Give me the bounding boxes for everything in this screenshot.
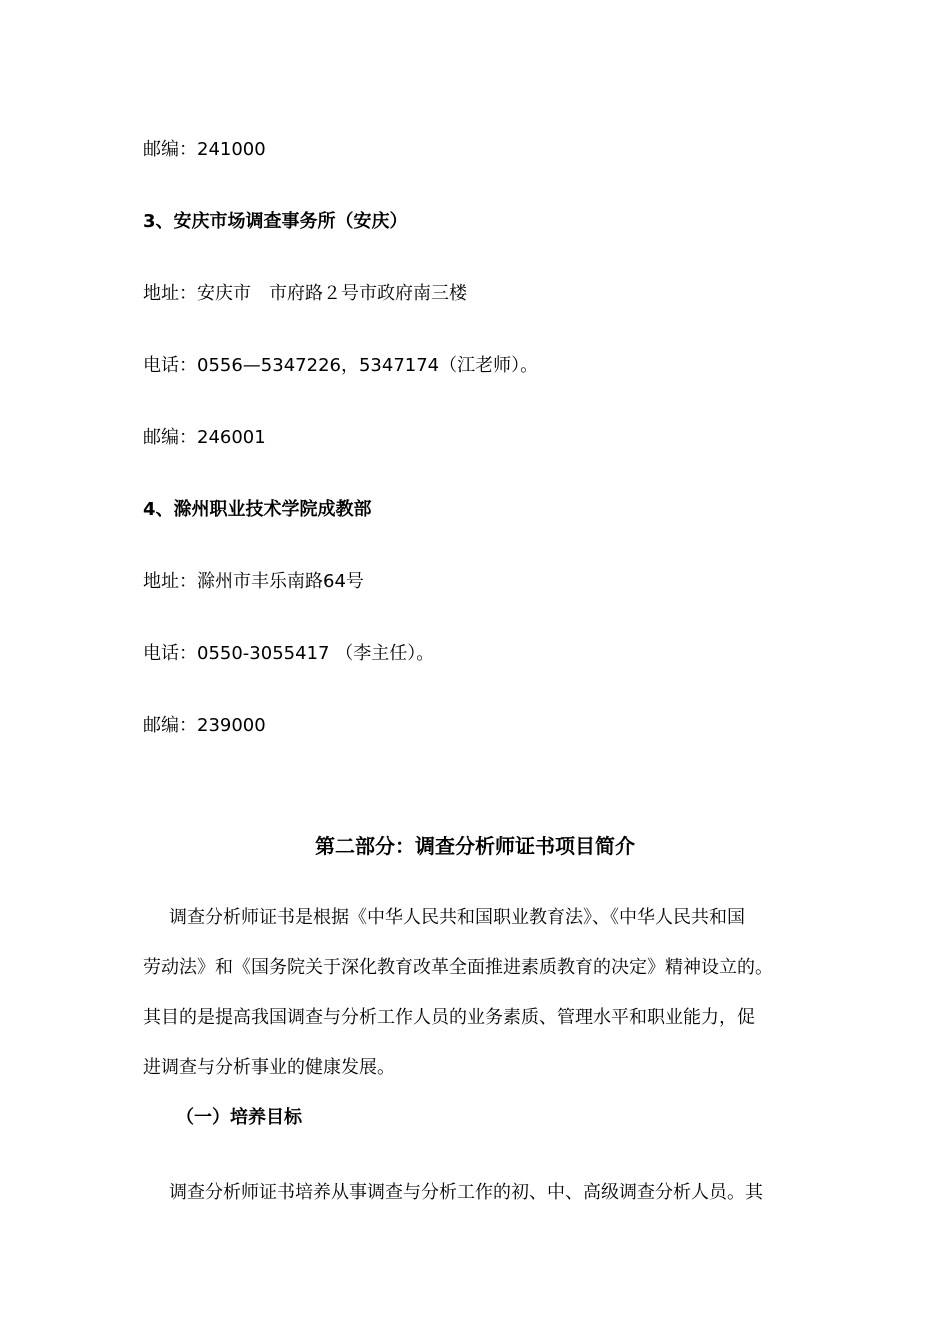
part-2-heading: 第二部分：调查分析师证书项目简介 <box>315 834 635 858</box>
section-3-phone: 电话：0556—5347226，5347174（江老师）。 <box>143 355 539 376</box>
section-4-phone: 电话：0550-3055417 （李主任）。 <box>143 643 435 664</box>
intro-line-4: 进调查与分析事业的健康发展。 <box>143 1057 395 1078</box>
intro-line-2: 劳动法》和《国务院关于深化教育改革全面推进素质教育的决定》精神设立的。 <box>143 957 773 978</box>
section-4-address: 地址：滁州市丰乐南路64号 <box>143 571 364 592</box>
goal-line-1: 调查分析师证书培养从事调查与分析工作的初、中、高级调查分析人员。其 <box>169 1182 763 1203</box>
intro-line-3: 其目的是提高我国调查与分析工作人员的业务素质、管理水平和职业能力，促 <box>143 1007 755 1028</box>
section-3-address: 地址：安庆市 市府路２号市政府南三楼 <box>143 283 467 304</box>
section-4-postcode: 邮编：239000 <box>143 715 266 736</box>
intro-line-1: 调查分析师证书是根据《中华人民共和国职业教育法》、《中华人民共和国 <box>169 907 745 928</box>
postcode-prev: 邮编：241000 <box>143 139 266 160</box>
section-4-title: 4、滁州职业技术学院成教部 <box>143 499 372 520</box>
section-3-postcode: 邮编：246001 <box>143 427 266 448</box>
sub-heading-training-goal: （一）培养目标 <box>176 1107 302 1128</box>
section-3-title: 3、安庆市场调查事务所（安庆） <box>143 211 408 232</box>
